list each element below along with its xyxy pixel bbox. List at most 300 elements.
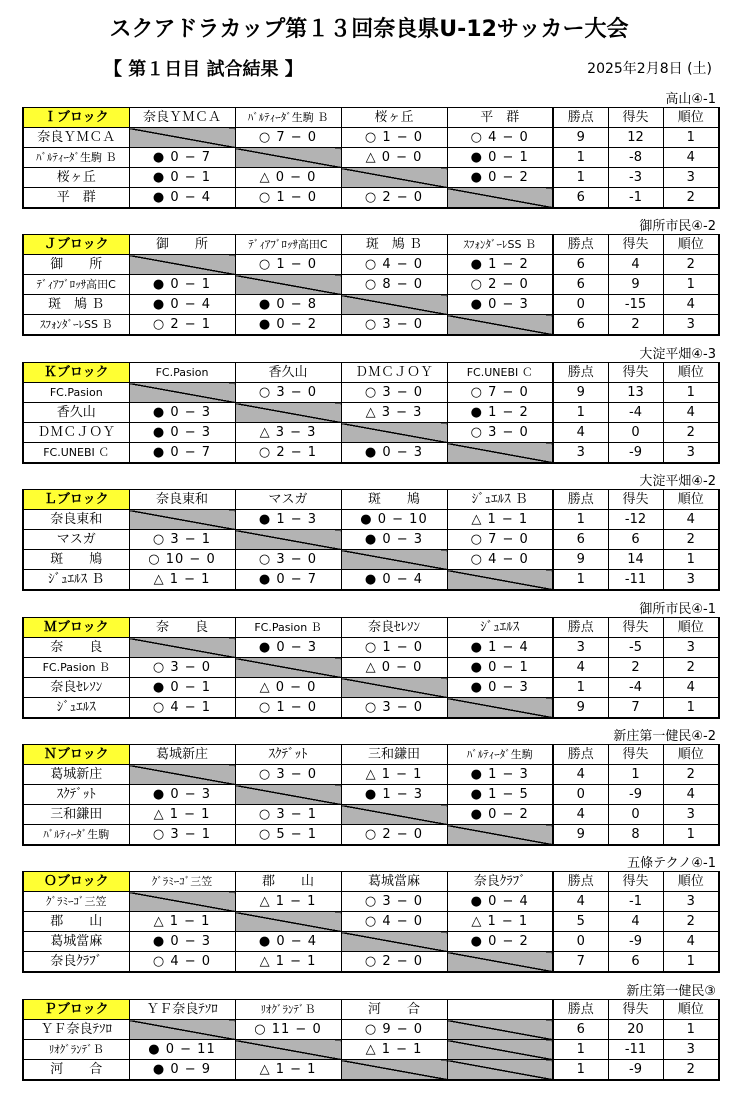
points: 1 xyxy=(553,678,608,698)
team-row xyxy=(23,443,719,464)
goal-difference: 13 xyxy=(608,383,663,403)
rank: 4 xyxy=(663,932,719,952)
match-result: △ 1 − 1 xyxy=(129,805,235,825)
team-row xyxy=(23,315,719,336)
match-result: △ 0 − 0 xyxy=(341,658,447,678)
goal-difference: 8 xyxy=(608,825,663,846)
block-table xyxy=(22,744,720,846)
rank: 1 xyxy=(663,825,719,846)
points: 5 xyxy=(553,912,608,932)
rank: 2 xyxy=(663,188,719,209)
match-result: ● 1 − 3 xyxy=(341,785,447,805)
rank: 3 xyxy=(663,570,719,591)
stat-header: 順位 xyxy=(663,235,719,255)
match-result: ○ 2 − 1 xyxy=(235,443,341,464)
stat-header: 勝点 xyxy=(553,235,608,255)
stat-header: 得失 xyxy=(608,1000,663,1020)
header-row xyxy=(23,1000,719,1020)
match-result: △ 1 − 1 xyxy=(235,892,341,912)
match-result: ● 0 − 3 xyxy=(129,785,235,805)
match-date: 2025年2月8日 (土) xyxy=(587,61,712,77)
stat-header: 勝点 xyxy=(553,745,608,765)
goal-difference: -12 xyxy=(608,510,663,530)
self-match-cell xyxy=(129,892,235,912)
column-team: ＹＦ奈良ﾃｿﾛ xyxy=(129,1000,235,1020)
match-result: ○ 10 − 0 xyxy=(129,550,235,570)
rank: 3 xyxy=(663,315,719,336)
match-result: ○ 1 − 0 xyxy=(235,698,341,719)
match-result: ● 0 − 2 xyxy=(235,315,341,336)
block-table xyxy=(22,107,720,209)
match-result: ○ 3 − 0 xyxy=(341,383,447,403)
goal-difference: 4 xyxy=(608,912,663,932)
match-result: ● 0 − 1 xyxy=(129,678,235,698)
team-row xyxy=(23,912,719,932)
self-match-cell xyxy=(341,932,447,952)
stat-header: 勝点 xyxy=(553,618,608,638)
self-match-cell xyxy=(235,658,341,678)
match-result: △ 0 − 0 xyxy=(235,678,341,698)
self-match-cell xyxy=(235,785,341,805)
row-team: ｸﾞﾗﾐｰｺﾞ三笠 xyxy=(23,892,129,912)
empty-cell xyxy=(447,1060,553,1081)
team-row xyxy=(23,785,719,805)
rank: 2 xyxy=(663,423,719,443)
match-result: △ 1 − 1 xyxy=(235,952,341,973)
goal-difference: -8 xyxy=(608,148,663,168)
venue-label: 御所市民④-2 xyxy=(639,219,716,234)
team-row xyxy=(23,1060,719,1081)
header-row xyxy=(23,872,719,892)
points: 3 xyxy=(553,443,608,464)
team-row xyxy=(23,403,719,423)
points: 6 xyxy=(553,275,608,295)
match-result: ○ 3 − 1 xyxy=(129,530,235,550)
row-team: ｼﾞｭｴﾙｽ xyxy=(23,698,129,719)
points: 1 xyxy=(553,148,608,168)
block-table xyxy=(22,617,720,719)
points: 3 xyxy=(553,638,608,658)
venue-label: 新庄第一健民③ xyxy=(626,984,716,999)
goal-difference: -4 xyxy=(608,678,663,698)
team-row xyxy=(23,892,719,912)
self-match-cell xyxy=(341,168,447,188)
column-team: 奈良ＹＭＣＡ xyxy=(129,108,235,128)
points: 9 xyxy=(553,825,608,846)
column-team: FC.UNEBI Ｃ xyxy=(447,363,553,383)
stat-header: 順位 xyxy=(663,618,719,638)
match-result: ○ 1 − 0 xyxy=(341,638,447,658)
team-row xyxy=(23,295,719,315)
self-match-cell xyxy=(235,912,341,932)
match-result: ○ 8 − 0 xyxy=(341,275,447,295)
points: 9 xyxy=(553,383,608,403)
block-name: Ｍブロック xyxy=(23,618,129,638)
column-team: 桜ヶ丘 xyxy=(341,108,447,128)
points: 1 xyxy=(553,1060,608,1081)
self-match-cell xyxy=(129,1020,235,1040)
block-name: Ｏブロック xyxy=(23,872,129,892)
block-name: Ｋブロック xyxy=(23,363,129,383)
rank: 3 xyxy=(663,638,719,658)
row-team: 郡 山 xyxy=(23,912,129,932)
match-result: ○ 3 − 0 xyxy=(447,423,553,443)
match-result: ○ 2 − 0 xyxy=(341,188,447,209)
self-match-cell xyxy=(341,1060,447,1081)
match-result: ○ 3 − 0 xyxy=(235,383,341,403)
team-row xyxy=(23,638,719,658)
row-team: ﾘｵｸﾞﾗﾝﾃﾞＢ xyxy=(23,1040,129,1060)
rank: 2 xyxy=(663,255,719,275)
header-row xyxy=(23,490,719,510)
match-result: ○ 4 − 0 xyxy=(447,550,553,570)
block-table xyxy=(22,234,720,336)
column-team: FC.Pasion Ｂ xyxy=(235,618,341,638)
points: 1 xyxy=(553,510,608,530)
match-result: ● 0 − 3 xyxy=(341,530,447,550)
goal-difference: -4 xyxy=(608,403,663,423)
team-row xyxy=(23,805,719,825)
stat-header: 得失 xyxy=(608,872,663,892)
match-result: ○ 7 − 0 xyxy=(235,128,341,148)
self-match-cell xyxy=(129,638,235,658)
empty-cell xyxy=(447,1020,553,1040)
match-result: △ 1 − 1 xyxy=(129,570,235,591)
points: 1 xyxy=(553,1040,608,1060)
points: 6 xyxy=(553,188,608,209)
team-row xyxy=(23,658,719,678)
column-team: ＤＭＣＪＯＹ xyxy=(341,363,447,383)
team-row xyxy=(23,275,719,295)
match-result: △ 1 − 1 xyxy=(341,1040,447,1060)
rank: 4 xyxy=(663,148,719,168)
self-match-cell xyxy=(341,295,447,315)
points: 4 xyxy=(553,892,608,912)
block-table xyxy=(22,999,720,1081)
column-team: 郡 山 xyxy=(235,872,341,892)
row-team: 奈良東和 xyxy=(23,510,129,530)
match-result: ○ 3 − 0 xyxy=(341,315,447,336)
points: 1 xyxy=(553,403,608,423)
row-team: ｽﾌｫﾝﾀﾞｰﾚSS Ｂ xyxy=(23,315,129,336)
row-team: 三和鎌田 xyxy=(23,805,129,825)
column-team: ｼﾞｭｴﾙｽ xyxy=(447,618,553,638)
match-result: △ 0 − 0 xyxy=(235,168,341,188)
match-result: ● 0 − 3 xyxy=(447,295,553,315)
match-result: ● 0 − 4 xyxy=(129,188,235,209)
rank: 4 xyxy=(663,678,719,698)
self-match-cell xyxy=(447,443,553,464)
team-row xyxy=(23,932,719,952)
rank: 3 xyxy=(663,1040,719,1060)
team-row xyxy=(23,952,719,973)
goal-difference: 6 xyxy=(608,530,663,550)
row-team: 河 合 xyxy=(23,1060,129,1081)
column-team: 御 所 xyxy=(129,235,235,255)
row-team: ﾊﾞﾙﾃｨｰﾀﾞ生駒 Ｂ xyxy=(23,148,129,168)
row-team: ﾊﾞﾙﾃｨｰﾀﾞ生駒 xyxy=(23,825,129,846)
row-team: ｽｸﾃﾞｯﾄ xyxy=(23,785,129,805)
column-team: 平 群 xyxy=(447,108,553,128)
points: 6 xyxy=(553,1020,608,1040)
team-row xyxy=(23,765,719,785)
team-row xyxy=(23,678,719,698)
match-result: ● 0 − 3 xyxy=(341,443,447,464)
points: 7 xyxy=(553,952,608,973)
stat-header: 勝点 xyxy=(553,1000,608,1020)
rank: 3 xyxy=(663,168,719,188)
row-team: 奈 良 xyxy=(23,638,129,658)
row-team: 奈良ＹＭＣＡ xyxy=(23,128,129,148)
venue-label: 御所市民④-1 xyxy=(639,602,716,617)
rank: 1 xyxy=(663,1020,719,1040)
column-team: 香久山 xyxy=(235,363,341,383)
match-result: ○ 1 − 0 xyxy=(341,128,447,148)
team-row xyxy=(23,550,719,570)
rank: 2 xyxy=(663,530,719,550)
block-name: Ｌブロック xyxy=(23,490,129,510)
match-result: ● 1 − 3 xyxy=(235,510,341,530)
team-row xyxy=(23,128,719,148)
self-match-cell xyxy=(341,423,447,443)
row-team: FC.UNEBI Ｃ xyxy=(23,443,129,464)
goal-difference: -11 xyxy=(608,1040,663,1060)
match-result: ● 0 − 11 xyxy=(129,1040,235,1060)
page-title: スクアドラカップ第１３回奈良県U-12サッカー大会 xyxy=(109,17,629,42)
row-team: 平 群 xyxy=(23,188,129,209)
team-row xyxy=(23,825,719,846)
match-result: ● 0 − 2 xyxy=(447,168,553,188)
match-result: ● 1 − 2 xyxy=(447,255,553,275)
self-match-cell xyxy=(447,315,553,336)
points: 0 xyxy=(553,785,608,805)
goal-difference: 6 xyxy=(608,952,663,973)
match-result: ● 0 − 8 xyxy=(235,295,341,315)
match-result: ○ 4 − 0 xyxy=(129,952,235,973)
match-result: ○ 4 − 0 xyxy=(341,255,447,275)
venue-label: 大淀平畑④-2 xyxy=(639,474,716,489)
match-result: ○ 2 − 0 xyxy=(447,275,553,295)
self-match-cell xyxy=(447,570,553,591)
block-name: Ｉブロック xyxy=(23,108,129,128)
rank: 1 xyxy=(663,698,719,719)
match-result: ● 0 − 10 xyxy=(341,510,447,530)
match-result: ● 0 − 4 xyxy=(341,570,447,591)
match-result: ● 0 − 4 xyxy=(235,932,341,952)
header-row xyxy=(23,618,719,638)
team-row xyxy=(23,423,719,443)
venue-label: 大淀平畑④-3 xyxy=(639,347,716,362)
column-team xyxy=(447,1000,553,1020)
self-match-cell xyxy=(235,403,341,423)
points: 4 xyxy=(553,805,608,825)
self-match-cell xyxy=(447,952,553,973)
match-result: ○ 3 − 0 xyxy=(341,698,447,719)
match-result: ● 0 − 9 xyxy=(129,1060,235,1081)
points: 4 xyxy=(553,423,608,443)
match-result: ○ 3 − 0 xyxy=(235,765,341,785)
rank: 1 xyxy=(663,128,719,148)
points: 0 xyxy=(553,295,608,315)
points: 0 xyxy=(553,932,608,952)
column-team: FC.Pasion xyxy=(129,363,235,383)
rank: 4 xyxy=(663,785,719,805)
match-result: △ 3 − 3 xyxy=(235,423,341,443)
match-result: ○ 2 − 0 xyxy=(341,825,447,846)
match-result: ● 0 − 1 xyxy=(447,148,553,168)
row-team: ＹＦ奈良ﾃｿﾛ xyxy=(23,1020,129,1040)
match-result: ● 0 − 3 xyxy=(447,678,553,698)
row-team: 斑 鳩 xyxy=(23,550,129,570)
team-row xyxy=(23,570,719,591)
column-team: ﾊﾞﾙﾃｨｰﾀﾞ生駒 Ｂ xyxy=(235,108,341,128)
match-result: ○ 9 − 0 xyxy=(341,1020,447,1040)
match-result: ○ 3 − 0 xyxy=(235,550,341,570)
goal-difference: 1 xyxy=(608,765,663,785)
team-row xyxy=(23,168,719,188)
match-result: △ 3 − 3 xyxy=(341,403,447,423)
match-result: △ 0 − 0 xyxy=(341,148,447,168)
self-match-cell xyxy=(447,188,553,209)
goal-difference: -1 xyxy=(608,892,663,912)
goal-difference: 0 xyxy=(608,423,663,443)
column-team: 河 合 xyxy=(341,1000,447,1020)
points: 6 xyxy=(553,530,608,550)
rank: 2 xyxy=(663,765,719,785)
team-row xyxy=(23,530,719,550)
goal-difference: -9 xyxy=(608,443,663,464)
block-name: Ｎブロック xyxy=(23,745,129,765)
row-team: FC.Pasion Ｂ xyxy=(23,658,129,678)
rank: 1 xyxy=(663,952,719,973)
header-row xyxy=(23,745,719,765)
match-result: ○ 4 − 0 xyxy=(447,128,553,148)
goal-difference: -9 xyxy=(608,1060,663,1081)
team-row xyxy=(23,148,719,168)
match-result: ○ 3 − 0 xyxy=(129,658,235,678)
match-result: ● 0 − 3 xyxy=(129,403,235,423)
row-team: ﾃﾞｨｱﾌﾞﾛｯｻ高田C xyxy=(23,275,129,295)
self-match-cell xyxy=(235,530,341,550)
team-row xyxy=(23,1040,719,1060)
column-team: 奈 良 xyxy=(129,618,235,638)
row-team: FC.Pasion xyxy=(23,383,129,403)
match-result: △ 1 − 1 xyxy=(447,510,553,530)
match-result: ○ 7 − 0 xyxy=(447,530,553,550)
rank: 2 xyxy=(663,658,719,678)
column-team: 三和鎌田 xyxy=(341,745,447,765)
stat-header: 勝点 xyxy=(553,872,608,892)
column-team: ﾃﾞｨｱﾌﾞﾛｯｻ高田C xyxy=(235,235,341,255)
self-match-cell xyxy=(129,128,235,148)
column-team: 斑 鳩 Ｂ xyxy=(341,235,447,255)
venue-label: 高山④-1 xyxy=(665,92,716,107)
rank: 4 xyxy=(663,295,719,315)
stat-header: 順位 xyxy=(663,872,719,892)
match-result: ○ 1 − 0 xyxy=(235,188,341,209)
self-match-cell xyxy=(129,765,235,785)
goal-difference: 20 xyxy=(608,1020,663,1040)
self-match-cell xyxy=(447,698,553,719)
rank: 1 xyxy=(663,383,719,403)
goal-difference: 9 xyxy=(608,275,663,295)
stat-header: 得失 xyxy=(608,618,663,638)
header-row xyxy=(23,235,719,255)
match-result: ● 0 − 1 xyxy=(129,168,235,188)
rank: 3 xyxy=(663,805,719,825)
row-team: 御 所 xyxy=(23,255,129,275)
rank: 3 xyxy=(663,892,719,912)
venue-label: 新庄第一健民④-2 xyxy=(613,729,716,744)
goal-difference: 12 xyxy=(608,128,663,148)
block-table xyxy=(22,871,720,973)
match-result: ● 1 − 2 xyxy=(447,403,553,423)
stat-header: 順位 xyxy=(663,108,719,128)
goal-difference: 4 xyxy=(608,255,663,275)
block-table xyxy=(22,362,720,464)
points: 9 xyxy=(553,550,608,570)
points: 9 xyxy=(553,698,608,719)
column-team: 奈良東和 xyxy=(129,490,235,510)
self-match-cell xyxy=(129,383,235,403)
match-result: △ 1 − 1 xyxy=(341,765,447,785)
row-team: 葛城當麻 xyxy=(23,932,129,952)
self-match-cell xyxy=(341,678,447,698)
column-team: ﾊﾞﾙﾃｨｰﾀﾞ生駒 xyxy=(447,745,553,765)
block-table xyxy=(22,489,720,591)
rank: 1 xyxy=(663,275,719,295)
match-result: ● 1 − 5 xyxy=(447,785,553,805)
stat-header: 順位 xyxy=(663,363,719,383)
empty-cell xyxy=(447,1040,553,1060)
stat-header: 勝点 xyxy=(553,108,608,128)
goal-difference: 0 xyxy=(608,805,663,825)
column-team: 葛城當麻 xyxy=(341,872,447,892)
team-row xyxy=(23,188,719,209)
goal-difference: -3 xyxy=(608,168,663,188)
header-row xyxy=(23,363,719,383)
row-team: 斑 鳩 Ｂ xyxy=(23,295,129,315)
points: 4 xyxy=(553,658,608,678)
match-result: ○ 2 − 0 xyxy=(341,952,447,973)
row-team: 奈良ｸﾗﾌﾞ xyxy=(23,952,129,973)
match-result: ● 0 − 4 xyxy=(447,892,553,912)
self-match-cell xyxy=(341,550,447,570)
stat-header: 得失 xyxy=(608,108,663,128)
goal-difference: -9 xyxy=(608,785,663,805)
column-team: マスガ xyxy=(235,490,341,510)
goal-difference: -1 xyxy=(608,188,663,209)
match-result: ● 0 − 3 xyxy=(129,423,235,443)
column-team: 斑 鳩 xyxy=(341,490,447,510)
match-result: ● 0 − 1 xyxy=(447,658,553,678)
team-row xyxy=(23,1020,719,1040)
match-result: ● 0 − 7 xyxy=(235,570,341,591)
row-team: ｼﾞｭｴﾙｽ Ｂ xyxy=(23,570,129,591)
match-result: △ 1 − 1 xyxy=(129,912,235,932)
match-result: △ 1 − 1 xyxy=(235,1060,341,1081)
match-result: ○ 5 − 1 xyxy=(235,825,341,846)
column-team: ﾘｵｸﾞﾗﾝﾃﾞＢ xyxy=(235,1000,341,1020)
stat-header: 得失 xyxy=(608,363,663,383)
match-result: ○ 4 − 1 xyxy=(129,698,235,719)
team-row xyxy=(23,510,719,530)
match-result: ● 0 − 2 xyxy=(447,932,553,952)
row-team: 奈良ｾﾚｿﾝ xyxy=(23,678,129,698)
column-team: 奈良ｸﾗﾌﾞ xyxy=(447,872,553,892)
match-result: ○ 3 − 1 xyxy=(235,805,341,825)
column-team: ｽｸﾃﾞｯﾄ xyxy=(235,745,341,765)
